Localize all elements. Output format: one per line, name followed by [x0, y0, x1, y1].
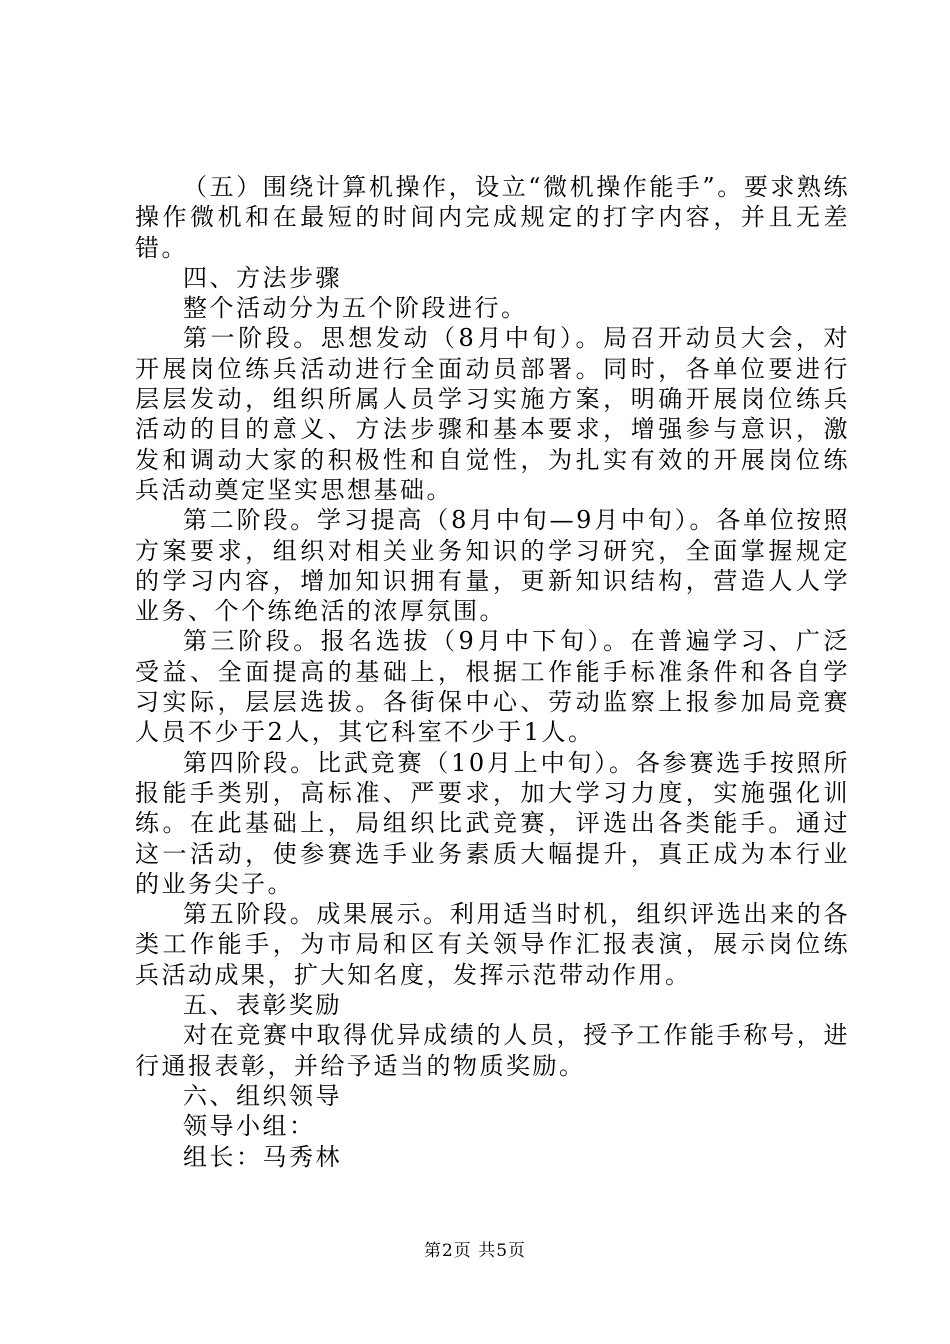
- paragraph-leading-group: 领导小组：: [183, 1112, 316, 1141]
- paragraph-stage-5: 第五阶段。成果展示。利用适当时机，组织评选出来的各类工作能手，为市局和区有关领导作汇报表演，展示岗位练兵活动成果，扩大知名度，发挥示范带动作用。: [135, 900, 850, 989]
- paragraph-stage-1: 第一阶段。思想发动（8月中旬）。局召开动员大会，对开展岗位练兵活动进行全面动员部署。同时，各单位要进行层层发动，组织所属人员学习实施方案，明确开展岗位练兵活动的目的意义、方法步骤和基本要求，增强参与意识，激发和调动大家的积极性和自觉性，为扎实有效的开展岗位练兵活动奠定坚实思想基础。: [135, 324, 850, 504]
- section-heading-methods: 四、方法步骤: [183, 263, 342, 292]
- paragraph-five-stages: 整个活动分为五个阶段进行。: [183, 294, 528, 323]
- page-number-footer: 第2页 共5页: [423, 1241, 527, 1261]
- section-heading-leadership: 六、组织领导: [183, 1081, 342, 1110]
- paragraph-stage-3: 第三阶段。报名选拔（9月中下旬）。在普遍学习、广泛受益、全面提高的基础上，根据工作能手标准条件和各自学习实际，层层选拔。各街保中心、劳动监察上报参加局竞赛人员不少于2人，其它科室不少于1人。: [135, 627, 850, 747]
- paragraph-stage-4: 第四阶段。比武竞赛（10月上中旬）。各参赛选手按照所报能手类别，高标准、严要求，加大学习力度，实施强化训练。在此基础上，局组织比武竞赛，评选出各类能手。通过这一活动，使参赛选手业务素质大幅提升，真正成为本行业的业务尖子。: [135, 748, 850, 898]
- paragraph-group-leader: 组长：马秀林: [183, 1142, 342, 1171]
- section-heading-awards: 五、表彰奖励: [183, 991, 342, 1020]
- document-body: [135, 172, 850, 1172]
- paragraph-awards: 对在竞赛中取得优异成绩的人员，授予工作能手称号，进行通报表彰，并给予适当的物质奖励。: [135, 1021, 850, 1080]
- paragraph-stage-2: 第二阶段。学习提高（8月中旬—9月中旬）。各单位按照方案要求，组织对相关业务知识的学习研究，全面掌握规定的学习内容，增加知识拥有量，更新知识结构，营造人人学业务、个个练绝活的浓厚氛围。: [135, 506, 850, 626]
- paragraph-item-5-computer: （五）围绕计算机操作，设立“微机操作能手”。要求熟练操作微机和在最短的时间内完成规定的打字内容，并且无差错。: [135, 173, 850, 262]
